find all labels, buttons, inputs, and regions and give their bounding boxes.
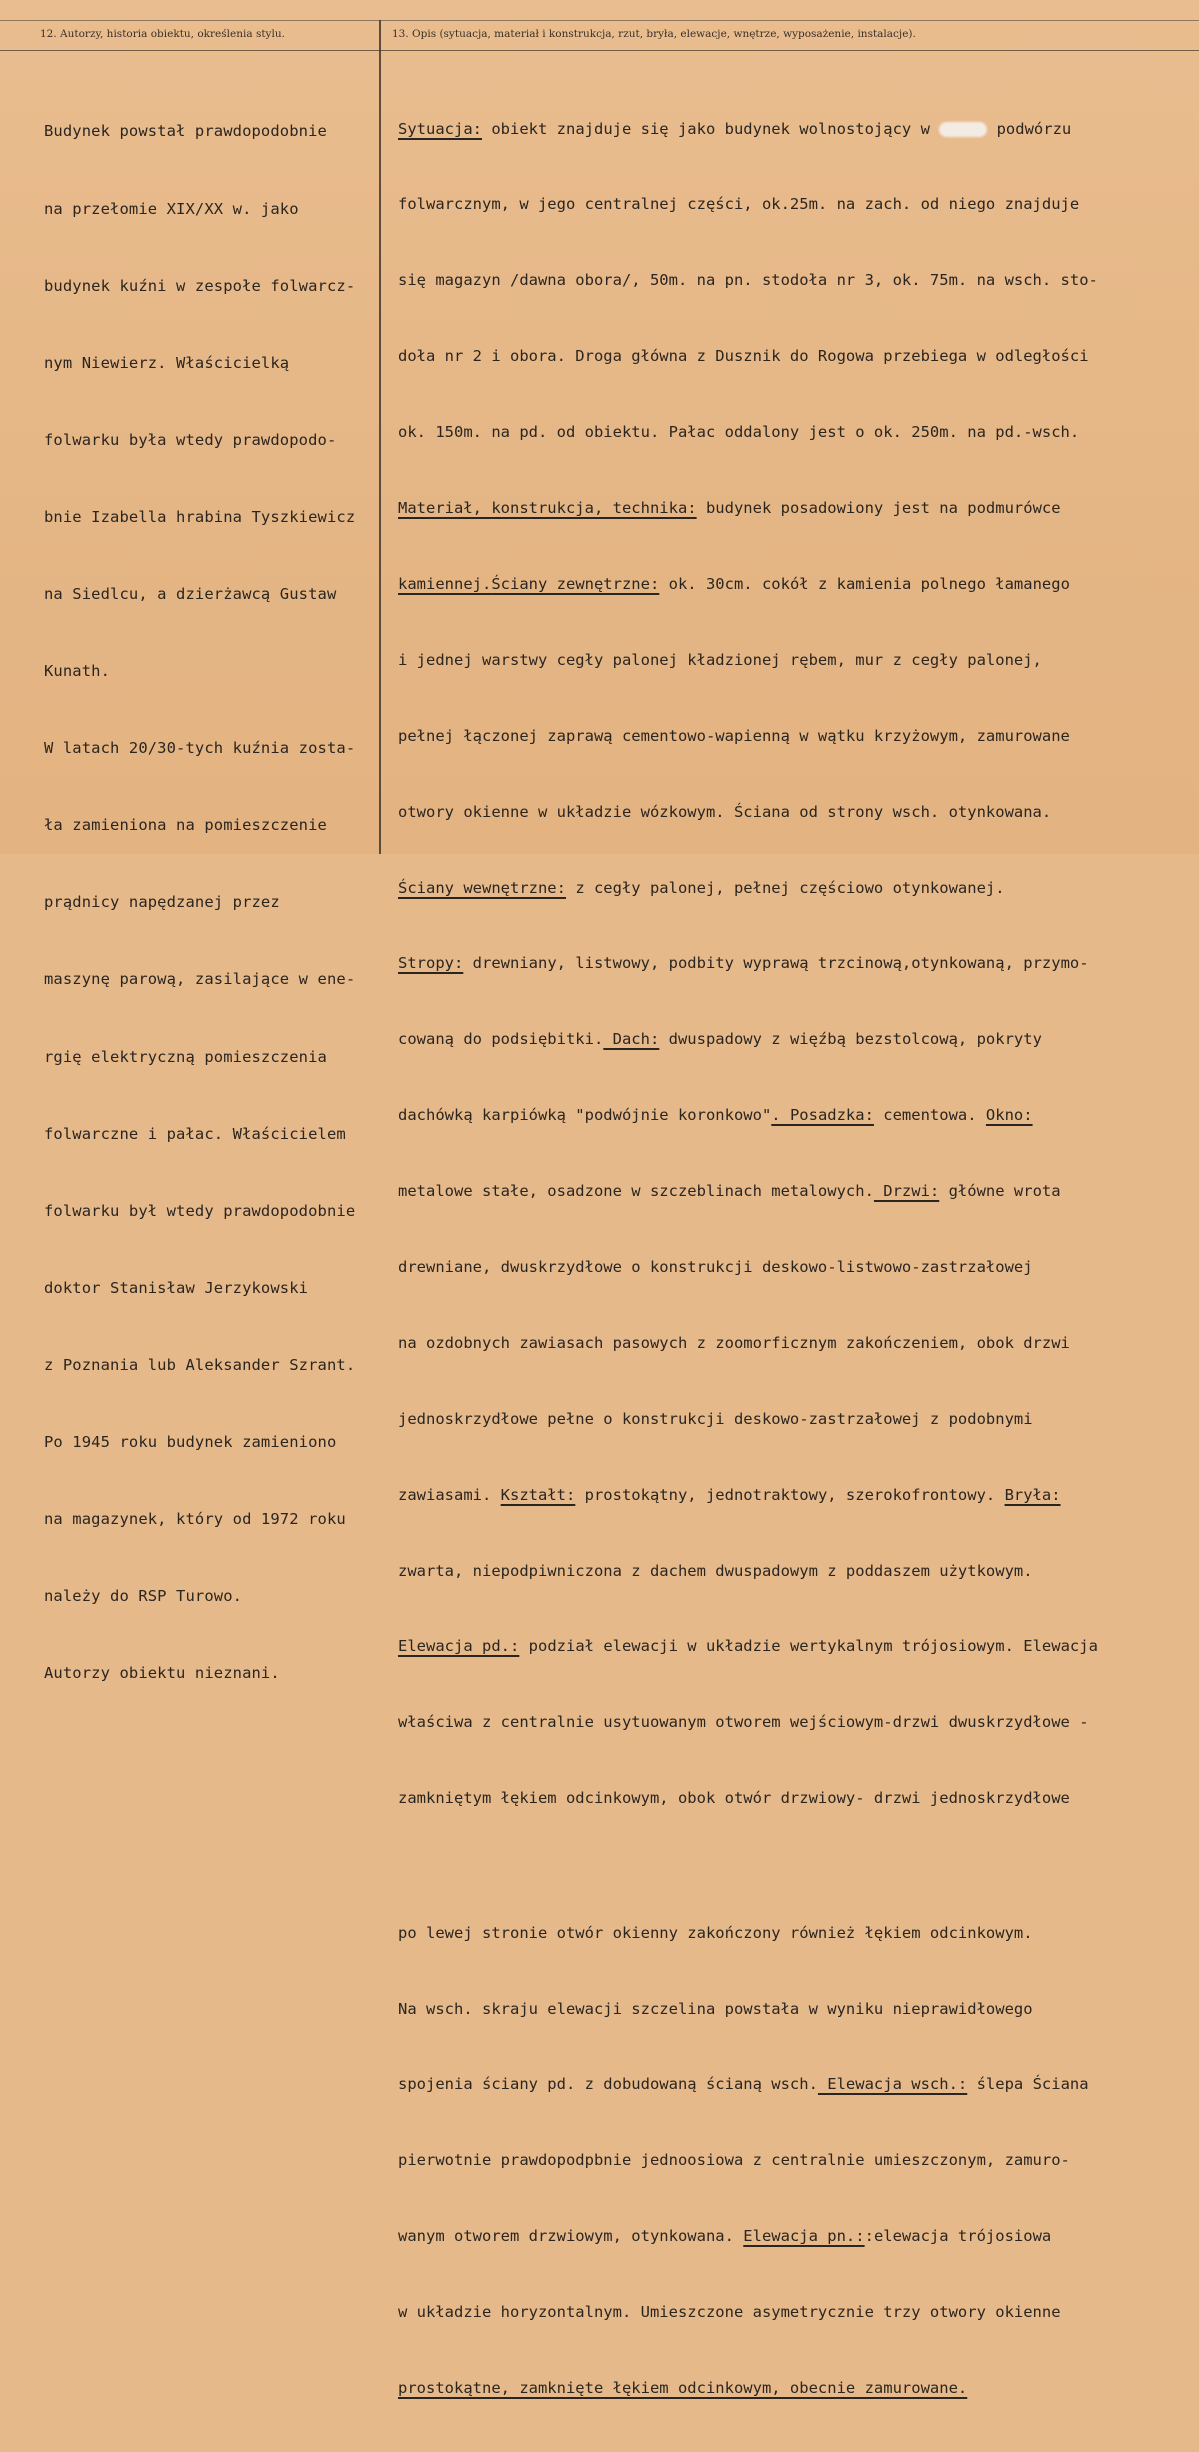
heading-sciany-zewn: Ściany zewnętrzne:	[491, 574, 660, 593]
column-divider	[379, 20, 381, 854]
text-span: budynek posadowiony jest na podmurówce	[696, 499, 1061, 518]
text-line: Autorzy obiektu nieznani.	[44, 1664, 280, 1683]
text-line: pierwotnie prawdopodpbnie jednoosiowa z centralnie umieszczonym, zamuro-	[398, 2151, 1070, 2170]
top-rule	[0, 20, 1199, 21]
text-line: budynek kuźni w zespołe folwarcz-	[44, 276, 356, 295]
text-span: kamiennej.	[398, 574, 492, 593]
text-line	[398, 1103, 1199, 1128]
text-line: właściwa z centralnie usytuowanym otworem wejściowym-drzwi dwuskrzydłowe -	[398, 1713, 1089, 1732]
text-line	[398, 2224, 1199, 2249]
text-span: prostokątny, jednotraktowy, szerokofrontowy.	[575, 1485, 1005, 1504]
heading-sytuacja: Sytuacja:	[398, 119, 482, 138]
heading-dach: Dach:	[603, 1030, 660, 1049]
text-span: ślepa Ściana	[967, 2075, 1089, 2094]
heading-elewacja-pd: Elewacja pd.:	[398, 1637, 520, 1656]
text-line: Kunath.	[44, 662, 111, 681]
text-line	[398, 1483, 1199, 1508]
text-line: zwarta, niepodpiwniczona z dachem dwuspadowym z poddaszem użytkowym.	[398, 1561, 1033, 1580]
text-line: doła nr 2 i obora. Droga główna z Dusznik do Rogowa przebiega w odległości	[398, 347, 1089, 366]
text-line: prądnicy napędzanej przez	[44, 893, 280, 912]
text-line	[398, 117, 1199, 142]
text-line: nym Niewierz. Właścicielką	[44, 353, 290, 372]
text-span: podwórzu	[987, 119, 1072, 138]
text-line: drewniane, dwuskrzydłowe o konstrukcji deskowo-listwowo-zastrzałowej	[398, 1257, 1033, 1276]
text-line: po lewej stronie otwór okienny zakończony również łękiem odcinkowym.	[398, 1923, 1033, 1942]
section-13-header: 13. Opis (sytuacja, materiał i konstrukcja, rzut, bryła, elewacje, wnętrze, wyposażenie, instalacje).	[392, 28, 916, 40]
text-line	[398, 572, 1199, 597]
header-rule	[0, 50, 1199, 51]
text-line: Na wsch. skraju elewacji szczelina powstała w wyniku nieprawidłowego	[398, 1999, 1033, 2018]
redaction-blot	[939, 122, 987, 137]
text-span: metalowe stałe, osadzone w szczeblinach metalowych.	[398, 1182, 874, 1201]
text-line: się magazyn /dawna obora/, 50m. na pn. stodoła nr 3, ok. 75m. na wsch. sto-	[398, 271, 1098, 290]
text-span: z cegły palonej, pełnej częściowo otynkowanej.	[565, 878, 1005, 897]
section-12-header: 12. Autorzy, historia obiektu, określenia stylu.	[40, 28, 285, 40]
heading-material: Materiał, konstrukcja, technika:	[398, 499, 697, 518]
text-span: obiekt znajduje się jako budynek wolnostojący w	[482, 119, 940, 138]
text-line	[398, 496, 1199, 521]
text-span: dwuspadowy z więźbą bezstolcową, pokryty	[659, 1030, 1042, 1049]
text-line: na ozdobnych zawiasach pasowych z zoomorficznym zakończeniem, obok drzwi	[398, 1333, 1070, 1352]
text-span: :elewacja trójosiowa	[864, 2227, 1052, 2246]
text-line: jednoskrzydłowe pełne o konstrukcji deskowo-zastrzałowej z podobnymi	[398, 1409, 1033, 1428]
text-line: na Siedlcu, a dzierżawcą Gustaw	[44, 584, 337, 603]
text-line: bnie Izabella hrabina Tyszkiewicz	[44, 507, 356, 526]
text-line	[398, 1179, 1199, 1204]
text-line: maszynę parową, zasilające w ene-	[44, 970, 356, 989]
text-span: spojenia ściany pd. z dobudowaną ścianą wsch.	[398, 2075, 818, 2094]
text-line: Budynek powstał prawdopodobnie	[44, 122, 327, 141]
text-line: prostokątne, zamknięte łękiem odcinkowym, obecnie zamurowane.	[398, 2379, 968, 2398]
heading-elewacja-pn: Elewacja pn.:	[743, 2227, 865, 2246]
text-line: Po 1945 roku budynek zamieniono	[44, 1433, 337, 1451]
text-span: podział elewacji w układzie wertykalnym trójosiowym. Elewacja	[519, 1637, 1098, 1656]
heading-sciany-wewn: Ściany wewnętrzne:	[398, 878, 566, 897]
text-line	[398, 951, 1199, 976]
text-line	[398, 1027, 1199, 1052]
text-line: folwarcznym, w jego centralnej części, ok.25m. na zach. od niego znajduje	[398, 195, 1080, 214]
text-line: pełnej łączonej zaprawą cementowo-wapienną w wątku krzyżowym, zamurowane	[398, 726, 1070, 745]
text-span: drewniany, listwowy, podbity wyprawą trzcinową,otynkowaną, przymo-	[463, 954, 1089, 973]
description-text	[398, 66, 1199, 2452]
heading-posadzka: . Posadzka:	[771, 1106, 874, 1125]
text-line: z Poznania lub Aleksander Szrant.	[44, 1355, 356, 1374]
heading-elewacja-wsch: Elewacja wsch.:	[817, 2075, 968, 2094]
text-span: cowaną do podsiębitki.	[398, 1030, 604, 1049]
heading-bryla: Bryła:	[1004, 1485, 1061, 1504]
text-line: rgię elektryczną pomieszczenia	[44, 1047, 327, 1066]
text-span: zawiasami.	[398, 1485, 501, 1504]
text-line: w układzie horyzontalnym. Umieszczone asymetrycznie trzy otwory okienne	[398, 2303, 1061, 2322]
text-line: folwarczne i pałac. Właścicielem	[44, 1124, 346, 1143]
text-span: cementowa.	[873, 1106, 986, 1125]
text-line: na przełomie XIX/XX w. jako	[44, 199, 299, 218]
text-line: zamkniętym łękiem odcinkowym, obok otwór drzwiowy- drzwi jednoskrzydłowe	[398, 1789, 1070, 1808]
heading-stropy: Stropy:	[398, 954, 464, 973]
text-line: na magazynek, który od 1972 roku	[44, 1510, 346, 1529]
text-span: dachówką karpiówką "podwójnie koronkowo"	[398, 1106, 772, 1125]
text-span: ok. 30cm. cokół z kamienia polnego łamanego	[659, 574, 1070, 593]
text-line: folwarku była wtedy prawdopodo-	[44, 430, 337, 449]
text-line	[398, 1634, 1199, 1659]
history-text	[44, 68, 379, 1738]
text-line	[398, 876, 1199, 901]
text-line: i jednej warstwy cegły palonej kładzionej rębem, mur z cegły palonej,	[398, 650, 1042, 669]
text-line: doktor Stanisław Jerzykowski	[44, 1278, 309, 1297]
text-span: główne wrota	[939, 1182, 1061, 1201]
text-line: folwarku był wtedy prawdopodobnie	[44, 1201, 356, 1220]
text-span: wanym otworem drzwiowym, otynkowana.	[398, 2227, 744, 2246]
text-line: ła zamieniona na pomieszczenie	[44, 816, 327, 835]
heading-drzwi: Drzwi:	[873, 1182, 940, 1201]
text-line: należy do RSP Turowo.	[44, 1587, 243, 1606]
text-line: W latach 20/30-tych kuźnia zosta-	[44, 739, 356, 758]
text-line	[398, 2072, 1199, 2097]
heading-ksztalt: Kształt:	[500, 1485, 576, 1504]
line-gap	[398, 1862, 1199, 1870]
text-line: ok. 150m. na pd. od obiektu. Pałac oddalony jest o ok. 250m. na pd.-wsch.	[398, 423, 1080, 442]
text-line: otwory okienne w układzie wózkowym. Ściana od strony wsch. otynkowana.	[398, 802, 1052, 821]
heading-okno: Okno:	[985, 1106, 1033, 1125]
